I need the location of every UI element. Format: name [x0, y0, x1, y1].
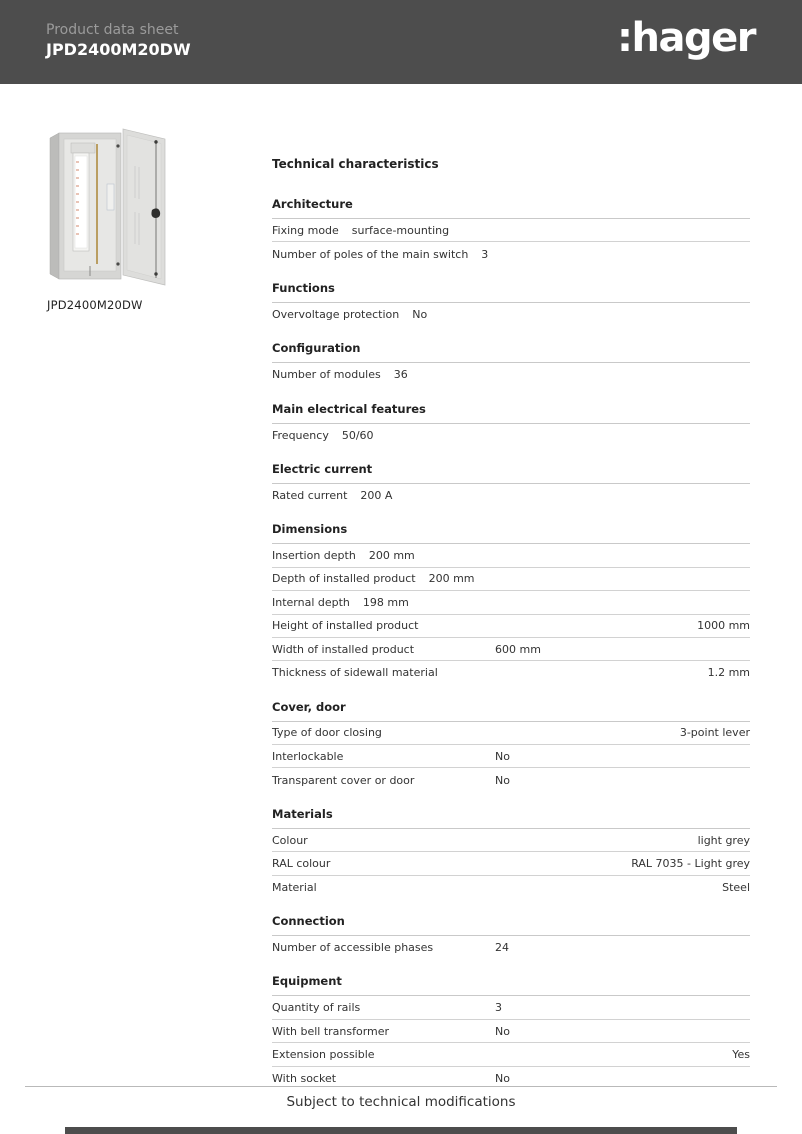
row-label: Interlockable: [272, 749, 344, 763]
table-row: [272, 484, 750, 507]
table-row: [272, 768, 750, 791]
row-label: Overvoltage protection: [272, 307, 400, 321]
row-label: Rated current: [272, 489, 348, 503]
row-value: No: [495, 749, 510, 763]
table-row: [272, 1020, 750, 1043]
row-value: 600 mm: [495, 642, 541, 656]
table-row: [272, 661, 750, 684]
table-row: [272, 852, 750, 875]
row-value: light grey: [697, 833, 750, 847]
section-heading: Functions: [272, 282, 750, 303]
row-label: Number of accessible phases: [272, 941, 434, 955]
row-label: Frequency: [272, 428, 329, 442]
section-heading: Cover, door: [272, 701, 750, 722]
section-main-electrical-features: [272, 403, 750, 447]
row-label: With bell transformer: [272, 1024, 390, 1038]
row-label: Depth of installed product: [272, 572, 416, 586]
section-cover-door: [272, 701, 750, 792]
row-value: 200 mm: [428, 572, 475, 586]
row-label: Colour: [272, 833, 308, 847]
row-value: 200 A: [360, 489, 393, 503]
row-label: Material: [272, 880, 317, 894]
row-value: Steel: [722, 880, 750, 894]
table-row: [272, 638, 750, 661]
product-photo-caption: JPD2400M20DW: [47, 298, 143, 312]
row-value: surface-mounting: [351, 223, 450, 237]
row-label: Extension possible: [272, 1047, 375, 1061]
document-type-label: Product data sheet: [46, 22, 179, 38]
row-label: Fixing mode: [272, 223, 339, 237]
row-value: No: [412, 307, 428, 321]
section-heading: Electric current: [272, 463, 750, 484]
table-row: [272, 219, 750, 242]
section-heading: Main electrical features: [272, 403, 750, 424]
row-value: 50/60: [341, 428, 374, 442]
section-architecture: [272, 198, 750, 266]
row-value: 3: [495, 1001, 502, 1015]
row-label: Number of poles of the main switch: [272, 247, 469, 261]
section-dimensions: [272, 523, 750, 684]
table-title: Technical characteristics: [272, 157, 439, 171]
header-bar: [0, 0, 802, 84]
product-photo: [45, 126, 179, 292]
section-heading: Materials: [272, 808, 750, 829]
table-row: [272, 615, 750, 638]
row-label: With socket: [272, 1071, 337, 1085]
row-value: 1000 mm: [697, 619, 750, 633]
row-value: 3-point lever: [679, 726, 750, 740]
table-row: [272, 876, 750, 899]
row-value: 198 mm: [362, 595, 409, 609]
section-heading: Architecture: [272, 198, 750, 219]
row-label: RAL colour: [272, 856, 331, 870]
section-functions: [272, 282, 750, 326]
row-value: No: [495, 1024, 510, 1038]
table-row: [272, 242, 750, 265]
enclosure-illustration: [45, 126, 179, 292]
row-value: No: [495, 1071, 510, 1085]
table-row: [272, 424, 750, 447]
product-code-title: JPD2400M20DW: [46, 40, 191, 59]
row-value: 3: [481, 247, 489, 261]
table-row: [272, 996, 750, 1019]
row-value: Yes: [732, 1047, 750, 1061]
table-row: [272, 591, 750, 614]
table-row: [272, 303, 750, 326]
table-row: [272, 544, 750, 567]
section-heading: Configuration: [272, 342, 750, 363]
table-row: [272, 363, 750, 386]
table-row: [272, 722, 750, 745]
row-value: 1.2 mm: [707, 666, 750, 680]
table-row: [272, 1043, 750, 1066]
row-value: RAL 7035 - Light grey: [631, 856, 750, 870]
row-label: Internal depth: [272, 595, 350, 609]
section-heading: Connection: [272, 915, 750, 936]
row-value: 200 mm: [368, 549, 415, 563]
row-label: Number of modules: [272, 368, 381, 382]
row-value: No: [495, 773, 510, 787]
row-label: Insertion depth: [272, 549, 356, 563]
section-heading: Equipment: [272, 975, 750, 996]
section-electric-current: [272, 463, 750, 507]
footer-divider: [25, 1086, 777, 1087]
hager-logo: :hager: [617, 15, 755, 61]
row-label: Thickness of sidewall material: [272, 666, 438, 680]
row-value: 36: [393, 368, 408, 382]
row-label: Width of installed product: [272, 642, 415, 656]
row-label: Transparent cover or door: [272, 773, 415, 787]
table-row: [272, 568, 750, 591]
section-materials: [272, 808, 750, 899]
table-row: [272, 829, 750, 852]
tech-table: [272, 172, 750, 1090]
row-value: 24: [495, 941, 509, 955]
page-footer-bar: [65, 1127, 737, 1134]
section-equipment: [272, 975, 750, 1090]
row-label: Type of door closing: [272, 726, 382, 740]
row-label: Height of installed product: [272, 619, 419, 633]
section-connection: [272, 915, 750, 959]
table-row: [272, 936, 750, 959]
row-label: Quantity of rails: [272, 1001, 361, 1015]
footer-note: Subject to technical modifications: [286, 1094, 516, 1110]
section-configuration: [272, 342, 750, 386]
section-heading: Dimensions: [272, 523, 750, 544]
table-row: [272, 745, 750, 768]
